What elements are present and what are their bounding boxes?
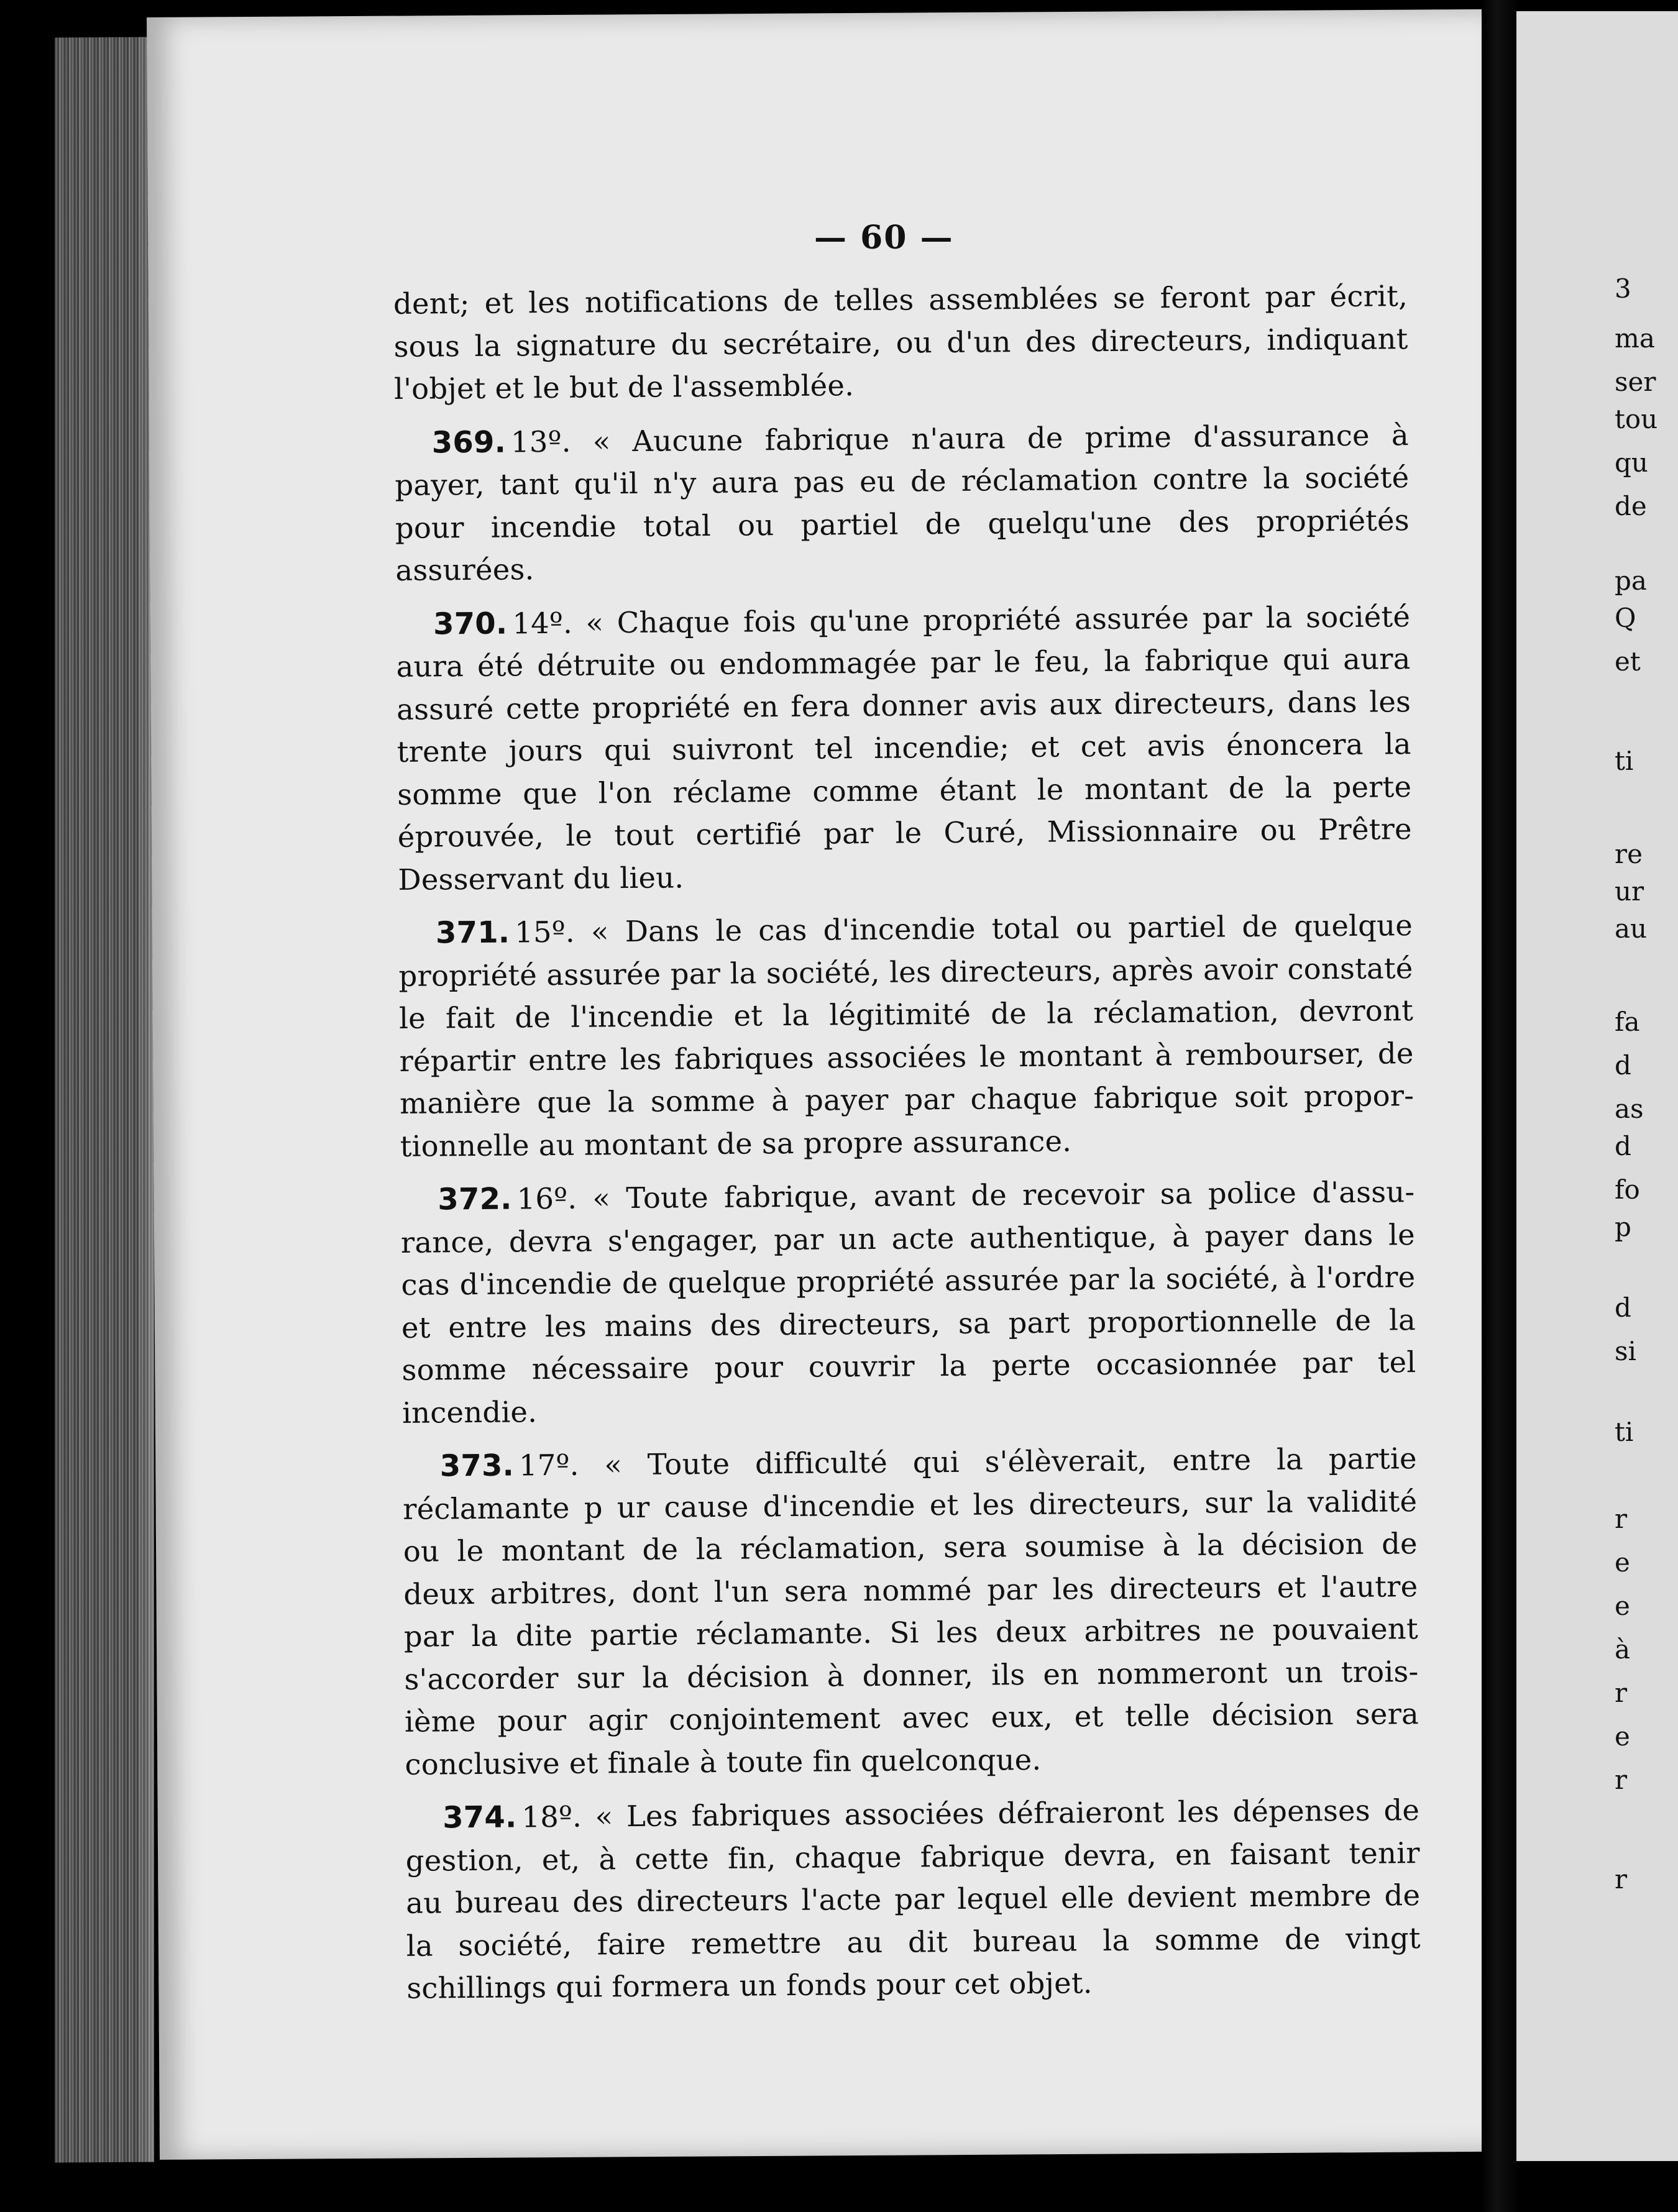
article-number: 369. bbox=[431, 424, 507, 460]
text-line bbox=[396, 595, 1410, 646]
text-line bbox=[398, 904, 1413, 954]
text-line bbox=[399, 1032, 1413, 1082]
line-text: cas d'incendie de quelque propriété assurée par la société, à l'ordre bbox=[401, 1260, 1416, 1302]
paragraph-article-373 bbox=[402, 1437, 1419, 1786]
facing-page-fragment: tou bbox=[1615, 404, 1658, 434]
paragraph-article-369 bbox=[395, 414, 1410, 592]
paragraph-continuation bbox=[393, 275, 1409, 410]
text-line bbox=[396, 638, 1410, 688]
line-text: somme nécessaire pour couvrir la perte occasionnée par tel bbox=[401, 1345, 1416, 1387]
line-text: aura été détruite ou endommagée par le feu, la fabrique qui aura bbox=[396, 642, 1411, 683]
line-text: deux arbitres, dont l'un sera nommé par les directeurs et l'autre bbox=[403, 1569, 1418, 1611]
line-text: s'accorder sur la décision à donner, ils en nommeront un trois- bbox=[404, 1654, 1419, 1696]
paragraph-article-372 bbox=[400, 1171, 1416, 1434]
line-text: schillings qui formera un fonds pour cet objet. bbox=[406, 1966, 1093, 2005]
text-line bbox=[405, 1789, 1419, 1839]
text-line bbox=[401, 1256, 1415, 1306]
facing-page-fragment: d bbox=[1615, 1131, 1631, 1161]
text-line bbox=[406, 1917, 1421, 1967]
facing-page-fragment: e bbox=[1615, 1721, 1630, 1752]
text-line bbox=[398, 947, 1413, 997]
facing-page-fragment: 3 bbox=[1615, 273, 1631, 304]
line-text: gestion, et, à cette fin, chaque fabrique devra, en faisant tenir bbox=[405, 1835, 1420, 1878]
article-number: 370. bbox=[433, 606, 508, 642]
text-line bbox=[406, 1874, 1420, 1924]
text-line bbox=[400, 1074, 1414, 1125]
facing-page-fragment: si bbox=[1615, 1336, 1636, 1366]
facing-page-fragment: de bbox=[1615, 491, 1647, 521]
line-text: pour incendie total ou partiel de quelqu'une des propriétés bbox=[395, 503, 1410, 545]
facing-page-fragment: Q bbox=[1615, 603, 1636, 633]
page-body-text bbox=[393, 213, 1421, 2009]
text-line bbox=[395, 499, 1410, 549]
text-line bbox=[401, 1341, 1416, 1391]
facing-page-fragment: r bbox=[1615, 1765, 1628, 1795]
line-text: assurées. bbox=[395, 552, 534, 587]
text-line bbox=[398, 808, 1412, 858]
line-text: ième pour agir conjointement avec eux, et telle décision sera bbox=[404, 1697, 1419, 1739]
text-line bbox=[394, 360, 1408, 410]
facing-page-fragment: au bbox=[1615, 913, 1648, 944]
text-line bbox=[405, 1735, 1419, 1786]
line-text: tionnelle au montant de sa propre assurance. bbox=[400, 1123, 1072, 1163]
facing-page-fragment: à bbox=[1615, 1634, 1631, 1665]
line-text: 15º. « Dans le cas d'incendie total ou partiel de quelque bbox=[515, 908, 1413, 949]
line-text: et entre les mains des directeurs, sa part proportionnelle de la bbox=[401, 1302, 1416, 1345]
text-line bbox=[400, 1171, 1414, 1221]
text-line bbox=[402, 1384, 1416, 1434]
text-line bbox=[398, 851, 1412, 901]
facing-page-fragment: ser bbox=[1615, 367, 1656, 397]
line-text: au bureau des directeurs l'acte par lequel elle devient membre de bbox=[406, 1878, 1421, 1920]
facing-page-fragment: d bbox=[1615, 1292, 1631, 1323]
facing-page-fragment: r bbox=[1615, 1504, 1628, 1534]
line-text: incendie. bbox=[401, 1394, 538, 1430]
line-text: 16º. « Toute fabrique, avant de recevoir sa police d'assu- bbox=[516, 1175, 1415, 1216]
page-number-header: — 60 — bbox=[814, 219, 954, 257]
text-line bbox=[405, 1693, 1419, 1743]
text-line bbox=[402, 1437, 1416, 1488]
paragraph-article-374 bbox=[405, 1789, 1421, 2009]
text-line bbox=[406, 1959, 1421, 2009]
article-number: 372. bbox=[438, 1181, 512, 1217]
text-line bbox=[403, 1522, 1418, 1573]
article-number: 371. bbox=[435, 915, 510, 951]
text-line bbox=[397, 723, 1411, 773]
facing-page-fragment: re bbox=[1615, 839, 1643, 869]
text-line bbox=[399, 989, 1413, 1040]
text-line bbox=[393, 318, 1408, 368]
text-line bbox=[401, 1213, 1415, 1264]
text-line bbox=[404, 1650, 1418, 1701]
line-text: par la dite partie réclamante. Si les deux arbitres ne pouvaient bbox=[403, 1612, 1419, 1653]
line-text: 17º. « Toute difficulté qui s'élèverait, entre la partie bbox=[518, 1442, 1417, 1483]
line-text: répartir entre les fabriques associées le montant à rembourser, de bbox=[399, 1036, 1414, 1078]
text-line bbox=[397, 680, 1411, 731]
line-text: assuré cette propriété en fera donner avis aux directeurs, dans les bbox=[396, 684, 1411, 726]
line-text: la société, faire remettre au dit bureau la somme de vingt bbox=[406, 1921, 1421, 1963]
facing-page-fragment: pa bbox=[1615, 565, 1647, 596]
facing-page-fragment: d bbox=[1615, 1050, 1631, 1081]
line-text: l'objet et le but de l'assemblée. bbox=[393, 368, 855, 406]
text-line bbox=[403, 1480, 1417, 1530]
line-text: 14º. « Chaque fois qu'une propriété assurée par la société bbox=[512, 599, 1411, 641]
facing-page-fragment: ti bbox=[1615, 1417, 1634, 1447]
facing-page-fragment: ti bbox=[1615, 746, 1634, 776]
line-text: trente jours qui suivront tel incendie; et cet avis énoncera la bbox=[397, 727, 1411, 769]
text-line bbox=[403, 1565, 1418, 1616]
line-text: rance, devra s'engager, par un acte authentique, à payer dans le bbox=[400, 1217, 1416, 1259]
paragraph-article-371 bbox=[398, 904, 1414, 1168]
paragraph-article-370 bbox=[396, 595, 1413, 901]
line-text: 13º. « Aucune fabrique n'aura de prime d'assurance à bbox=[510, 418, 1409, 459]
line-text: somme que l'on réclame comme étant le montant de la perte bbox=[397, 769, 1412, 811]
text-line bbox=[401, 1299, 1416, 1349]
line-text: ou le montant de la réclamation, sera soumise à la décision de bbox=[403, 1527, 1418, 1568]
article-number: 373. bbox=[439, 1448, 515, 1484]
facing-page-fragment: ma bbox=[1615, 323, 1655, 354]
line-text: réclamante p ur cause d'incendie et les directeurs, sur la validité bbox=[403, 1484, 1418, 1526]
text-line bbox=[405, 1832, 1419, 1882]
facing-page-fragment: e bbox=[1615, 1547, 1630, 1578]
facing-page-fragment: fa bbox=[1615, 1007, 1640, 1037]
line-text: éprouvée, le tout certifié par le Curé, Missionnaire ou Prêtre bbox=[397, 812, 1412, 854]
text-line bbox=[404, 1607, 1418, 1658]
text-line bbox=[397, 766, 1411, 816]
gutter-shadow bbox=[1482, 0, 1519, 2212]
text-line bbox=[400, 1117, 1414, 1168]
facing-page-fragment: qu bbox=[1615, 447, 1648, 478]
facing-page-fragment: fo bbox=[1615, 1174, 1640, 1205]
facing-page-fragment: et bbox=[1615, 646, 1641, 677]
line-text: sous la signature du secrétaire, ou d'un des directeurs, indiquant bbox=[393, 321, 1408, 363]
facing-page-fragment: r bbox=[1615, 1864, 1628, 1894]
line-text: manière que la somme à payer par chaque fabrique soit propor- bbox=[399, 1079, 1414, 1120]
text-line bbox=[393, 275, 1408, 325]
line-text: propriété assurée par la société, les directeurs, après avoir constaté bbox=[398, 951, 1413, 993]
line-text: dent; et les notifications de telles assemblées se feront par écrit, bbox=[393, 279, 1408, 321]
facing-page-fragment: ur bbox=[1615, 876, 1644, 907]
facing-page-fragment: r bbox=[1615, 1678, 1628, 1708]
article-number: 374. bbox=[442, 1799, 517, 1835]
line-text: 18º. « Les fabriques associées défraieront les dépenses de bbox=[521, 1793, 1420, 1834]
facing-page-fragment: as bbox=[1615, 1094, 1644, 1124]
line-text: le fait de l'incendie et la légitimité de la réclamation, devront bbox=[398, 994, 1414, 1035]
facing-page-fragment: p bbox=[1615, 1212, 1631, 1242]
line-text: Desservant du lieu. bbox=[398, 860, 684, 897]
text-line bbox=[395, 456, 1409, 506]
text-line bbox=[395, 541, 1410, 592]
line-text: conclusive et finale à toute fin quelconque. bbox=[405, 1742, 1042, 1781]
facing-page-fragment: e bbox=[1615, 1591, 1630, 1621]
line-text: payer, tant qu'il n'y aura pas eu de réclamation contre la société bbox=[395, 460, 1410, 502]
book-page-edges bbox=[55, 37, 154, 2162]
text-line bbox=[395, 414, 1409, 464]
